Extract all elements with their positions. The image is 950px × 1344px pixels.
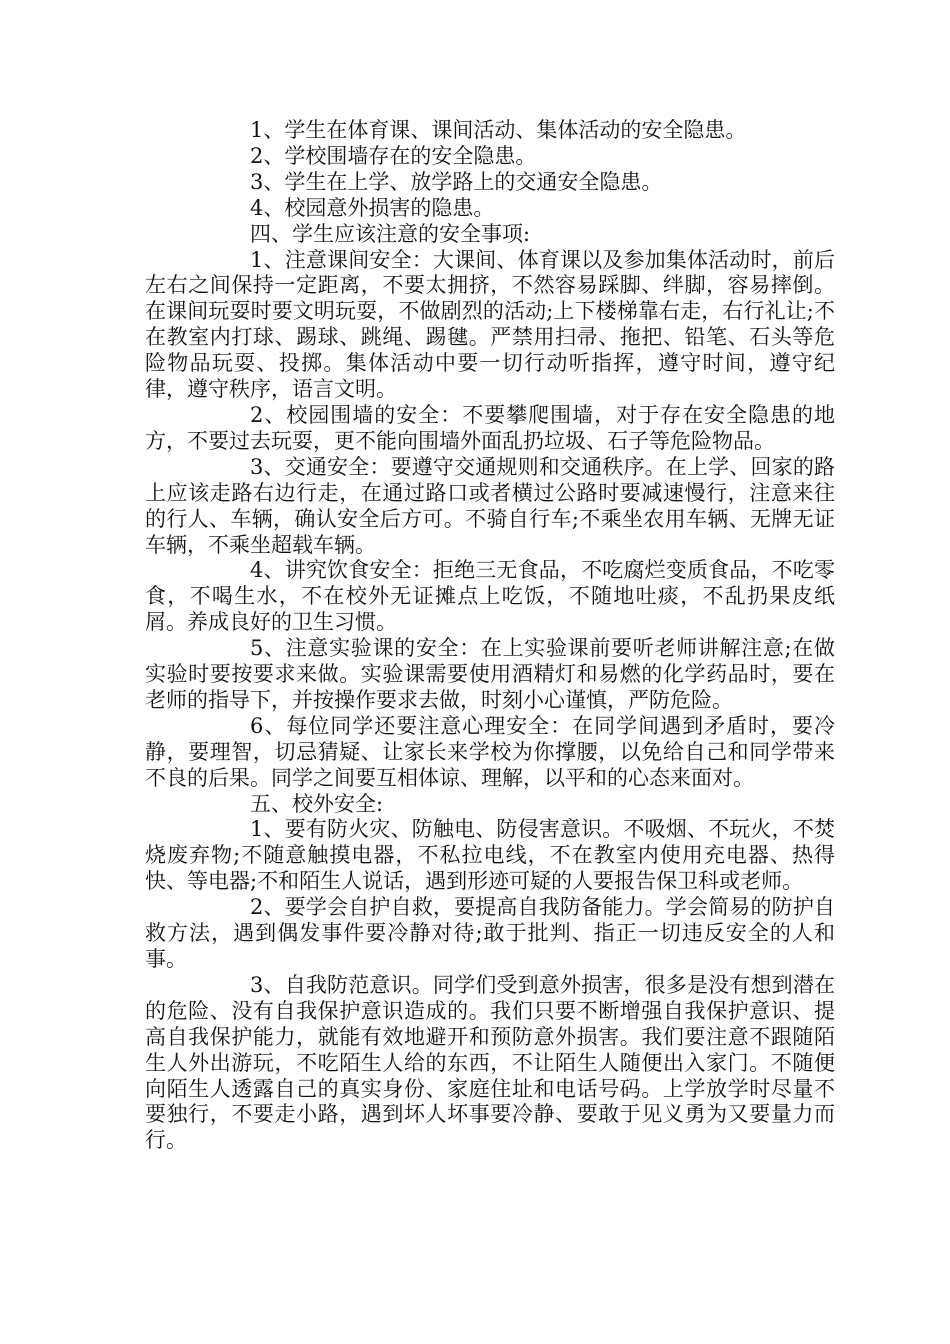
list-item: 2、学校围墙存在的安全隐患。 (250, 143, 537, 168)
section-heading: 五、校外安全: (250, 791, 384, 816)
section-heading: 四、学生应该注意的安全事项: (250, 221, 531, 246)
paragraph: 1、要有防火灾、防触电、防侵害意识。不吸烟、不玩火，不焚烧废弃物;不随意触摸电器，不私拉电线，不在教室内使用充电器、热得快、等电器;不和陌生人说话，遇到形迹可疑的人要报告保卫科或老师。 (145, 817, 835, 894)
list-item: 4、校园意外损害的隐患。 (250, 195, 495, 220)
document-body (145, 118, 835, 1154)
paragraph: 6、每位同学还要注意心理安全：在同学间遇到矛盾时，要冷静，要理智，切忌猜疑、让家长来学校为你撑腰，以免给自己和同学带来不良的后果。同学之间要互相体谅、理解，以平和的心态来面对。 (145, 713, 835, 790)
paragraph: 4、讲究饮食安全：拒绝三无食品，不吃腐烂变质食品，不吃零食，不喝生水，不在校外无证摊点上吃饭，不随地吐痰，不乱扔果皮纸屑。养成良好的卫生习惯。 (145, 558, 835, 635)
paragraph: 2、要学会自护自救，要提高自我防备能力。学会简易的防护自救方法，遇到偶发事件要冷静对待;敢于批判、指正一切违反安全的人和事。 (145, 895, 835, 971)
paragraph: 5、注意实验课的安全：在上实验课前要听老师讲解注意;在做实验时要按要求来做。实验课需要使用酒精灯和易燃的化学药品时，要在老师的指导下，并按操作要求去做，时刻小心谨慎，严防危险。 (145, 636, 835, 712)
list-item: 1、学生在体育课、课间活动、集体活动的安全隐患。 (250, 118, 747, 142)
paragraph: 3、自我防范意识。同学们受到意外损害，很多是没有想到潜在的危险、没有自我保护意识造成的。我们只要不断增强自我保护意识、提高自我保护能力，就能有效地避开和预防意外损害。我们要注意不跟随陌生人外出游玩，不吃陌生人给的东西，不让陌生人随便出入家门。不随便向陌生人透露自己的真实身份、家庭住址和电话号码。上学放学时尽量不要独行，不要走小路，遇到坏人坏事要冷静、要敢于见义勇为又要量力而行。 (145, 972, 835, 1153)
paragraph: 3、交通安全：要遵守交通规则和交通秩序。在上学、回家的路上应该走路右边行走，在通过路口或者横过公路时要减速慢行，注意来往的行人、车辆，确认安全后方可。不骑自行车;不乘坐农用车辆、无牌无证车辆，不乘坐超载车辆。 (145, 454, 835, 557)
list-item: 3、学生在上学、放学路上的交通安全隐患。 (250, 169, 663, 194)
paragraph: 2、校园围墙的安全：不要攀爬围墙，对于存在安全隐患的地方，不要过去玩耍，更不能向围墙外面乱扔垃圾、石子等危险物品。 (145, 402, 835, 453)
paragraph: 1、注意课间安全：大课间、体育课以及参加集体活动时，前后左右之间保持一定距离，不要太拥挤，不然容易踩脚、绊脚，容易摔倒。在课间玩耍时要文明玩耍，不做剧烈的活动;上下楼梯靠右走，右行礼让;不在教室内打球、踢球、跳绳、踢毽。严禁用扫帚、拖把、铅笔、石头等危险物品玩耍、投掷。集体活动中要一切行动听指挥，遵守时间，遵守纪律，遵守秩序，语言文明。 (145, 247, 835, 402)
